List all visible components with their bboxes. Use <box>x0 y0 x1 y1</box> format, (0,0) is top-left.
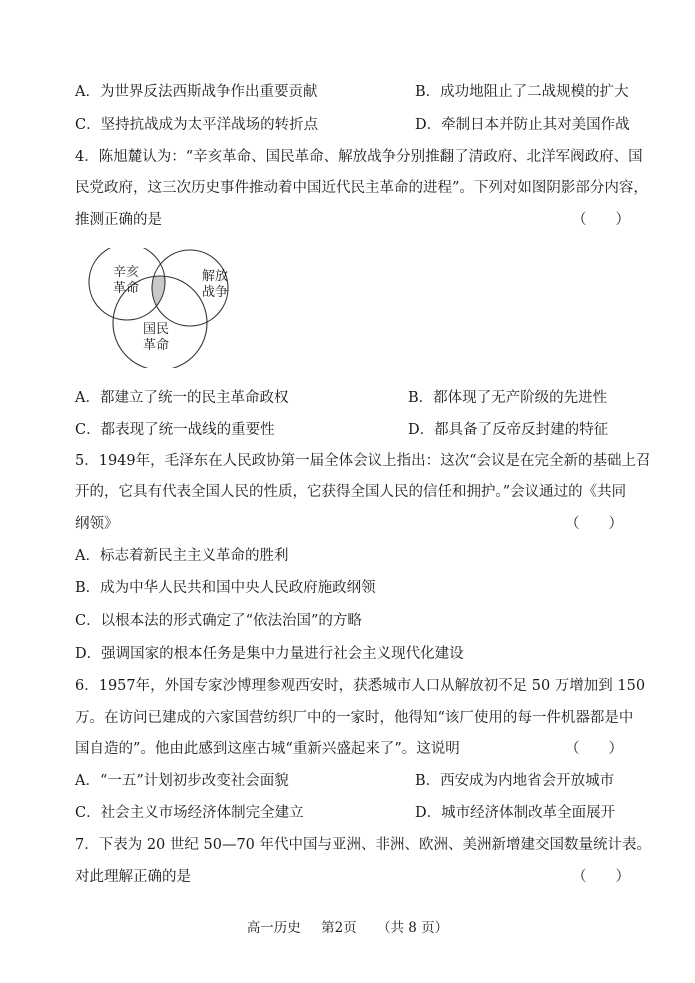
q3-option-b: B．成功地阻止了二战规模的扩大 <box>415 84 629 100</box>
q6-option-d: D．城市经济体制改革全面展开 <box>415 805 616 821</box>
q6-option-b: B．西安成为内地省会开放城市 <box>415 773 615 789</box>
q4-stem-line2: 民党政府，这三次历史事件推动着中国近代民主革命的进程”。下列对如图阴影部分内容， <box>75 180 648 196</box>
q3-option-a: A．为世界反法西斯战争作出重要贡献 <box>75 84 318 100</box>
q5-option-d: D．强调国家的根本任务是集中力量进行社会主义现代化建设 <box>75 646 464 662</box>
q6-option-c: C．社会主义市场经济体制完全建立 <box>75 805 304 821</box>
q4-option-a: A．都建立了统一的民主革命政权 <box>75 390 289 406</box>
q4-stem-line1: 4．陈旭麓认为：“辛亥革命、国民革命、解放战争分别推翻了清政府、北洋军阀政府、国 <box>75 149 643 165</box>
q6-stem-line3: 国自造的”。他由此感到这座古城“重新兴盛起来了”。这说明 <box>75 741 460 757</box>
venn-label-xinhai-1: 辛亥 <box>112 265 140 280</box>
q5-stem-line2: 开的，它具有代表全国人民的性质，它获得全国人民的信任和拥护。”会议通过的《共同 <box>75 484 627 500</box>
q5-option-a: A．标志着新民主主义革命的胜利 <box>75 548 289 564</box>
q4-option-c: C．都表现了统一战线的重要性 <box>75 422 275 438</box>
footer-page-number: 第2页 <box>321 920 357 936</box>
q5-stem-line1: 5．1949年，毛泽东在人民政协第一届全体会议上指出：这次“会议是在完全新的基础上召 <box>75 453 651 469</box>
venn-diagram <box>80 248 260 368</box>
q3-option-d: D．牵制日本并防止其对美国作战 <box>415 117 630 133</box>
venn-label-guomin-1: 国民 <box>142 322 170 337</box>
q4-stem-line3: 推测正确的是 <box>75 212 162 228</box>
q4-option-b: B．都体现了无产阶级的先进性 <box>408 390 608 406</box>
q3-option-c: C．坚持抗战成为太平洋战场的转折点 <box>75 117 319 133</box>
q6-option-a: A．“一五”计划初步改变社会面貌 <box>75 773 289 789</box>
q6-stem-line2: 万。在访问已建成的六家国营纺织厂中的一家时，他得知“该厂使用的每一件机器都是中 <box>75 710 634 726</box>
q7-stem-line1: 7．下表为 20 世纪 50—70 年代中国与亚洲、非洲、欧洲、美洲新增建交国数量统计表。 <box>75 837 652 853</box>
venn-label-guomin-2: 革命 <box>142 338 170 353</box>
venn-label-jiefang-1: 解放 <box>201 269 229 284</box>
q4-option-d: D．都具备了反帝反封建的特征 <box>408 422 609 438</box>
q6-stem-line1: 6．1957年，外国专家沙博理参观西安时，获悉城市人口从解放初不足 50 万增加到 150 <box>75 678 646 694</box>
footer-total-pages: （共 8 页） <box>377 920 449 936</box>
footer-subject: 高一历史 <box>246 920 301 936</box>
q5-option-c: C．以根本法的形式确定了“依法治国”的方略 <box>75 613 362 629</box>
page-footer <box>0 918 695 938</box>
venn-label-xinhai-2: 革命 <box>112 281 140 296</box>
q5-answer-paren: （ ） <box>565 516 623 532</box>
q4-answer-paren: （ ） <box>572 212 630 228</box>
q7-stem-line2: 对此理解正确的是 <box>75 869 191 885</box>
q6-answer-paren: （ ） <box>565 741 623 757</box>
venn-label-jiefang-2: 战争 <box>201 285 229 300</box>
q5-option-b: B．成为中华人民共和国中央人民政府施政纲领 <box>75 580 376 596</box>
q5-stem-line3: 纲领》 <box>75 516 119 532</box>
q7-answer-paren: （ ） <box>572 869 630 885</box>
